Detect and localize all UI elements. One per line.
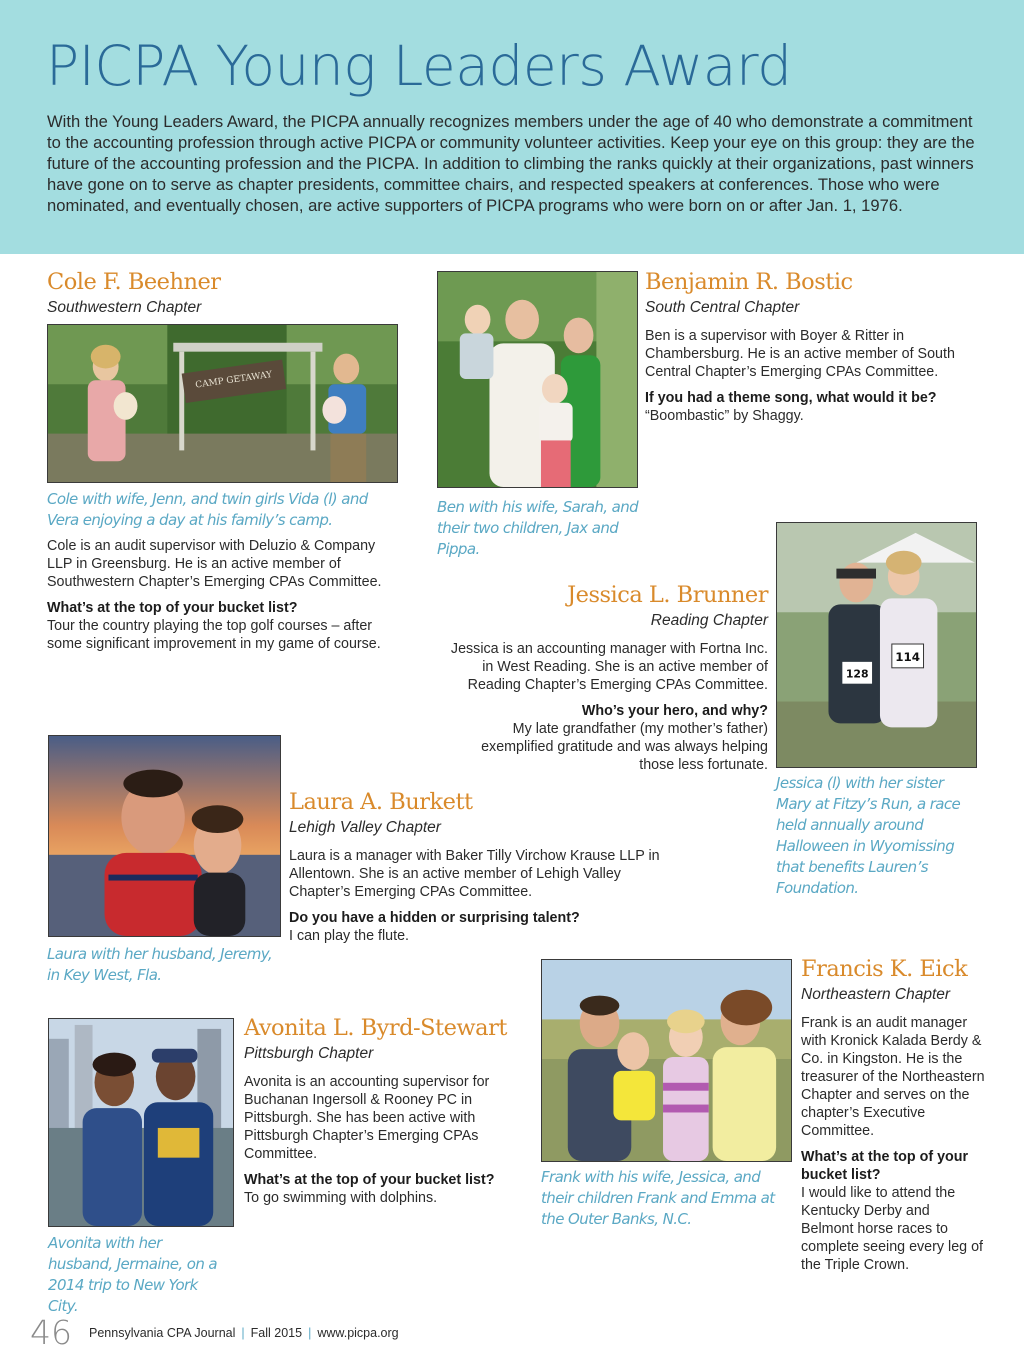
winner-jessica: [436, 581, 768, 774]
photo-cole-family: [47, 324, 398, 483]
website-link[interactable]: www.picpa.org: [317, 1326, 399, 1340]
publication-name: Pennsylvania CPA Journal: [89, 1326, 236, 1340]
photo-frank-family: [541, 959, 792, 1162]
winner-bio: Jessica is an accounting manager with Fortna Inc. in West Reading. She is an active member of Reading Chapter’s Emerging CPAs Committee.: [450, 641, 768, 693]
winner-avonita: [244, 1014, 534, 1207]
winner-question: What’s at the top of your bucket list?: [244, 1172, 495, 1188]
footer-separator: |: [241, 1326, 245, 1340]
winner-cole-header: [47, 268, 387, 318]
winner-chapter: Lehigh Valley Chapter: [289, 819, 441, 836]
race-bib-1: 128: [845, 667, 869, 681]
winner-chapter: Pittsburgh Chapter: [244, 1045, 374, 1062]
winner-question: Who’s your hero, and why?: [581, 703, 768, 719]
race-bib-2: 114: [895, 649, 921, 664]
winner-laura: [289, 788, 674, 945]
winner-bio: Frank is an audit manager with Kronick Kalada Berdy & Co. in Kingston. He is the treasurer of the Northeastern Chapter and serves on the chapter’s Executive Committee.: [801, 1015, 985, 1139]
footer-separator: |: [308, 1326, 312, 1340]
photo-jessica-race: [776, 522, 977, 768]
winner-chapter: Northeastern Chapter: [801, 986, 951, 1003]
footer-publication-line: [89, 1326, 399, 1340]
header-banner: [0, 0, 1024, 254]
caption-cole: Cole with wife, Jenn, and twin girls Vida (l) and Vera enjoying a day at his family’s camp.: [47, 490, 368, 529]
caption-jessica: Jessica (l) with her sister Mary at Fitzy’s Run, a race held annually around Halloween in Wyomissing that benefits Lauren’s Foundation.: [776, 774, 961, 897]
winner-question: If you had a theme song, what would it be?: [645, 390, 937, 406]
winner-answer: “Boombastic” by Shaggy.: [645, 408, 804, 424]
intro-paragraph: With the Young Leaders Award, the PICPA annually recognizes members under the age of 40 who demonstrate a commitment to the accounting profession through active PICPA or community volunteer activities. Keep your eye on this group: they are the future of the accounting profession and the PICPA. In addition to climbing the ranks quickly at their organizations, past winners have gone on to serve as chapter presidents, committee chairs, and respected speakers at conferences. Those who were nominated, and eventually chosen, are active supporters of PICPA programs who were born on or after Jan. 1, 1976.: [47, 112, 975, 215]
winner-francis: [801, 955, 986, 1274]
caption-frank: Frank with his wife, Jessica, and their children Frank and Emma at the Outer Banks, N.C.: [541, 1168, 775, 1228]
winner-name: Cole F. Beehner: [47, 269, 221, 295]
winner-chapter: Reading Chapter: [650, 612, 768, 629]
winner-answer: My late grandfather (my mother’s father) exemplified gratitude and was always helping those less fortunate.: [481, 721, 768, 773]
camp-sign-text: CAMP GETAWAY: [194, 370, 273, 391]
page-title: PICPA Young Leaders Award: [46, 34, 792, 98]
winner-question: Do you have a hidden or surprising talent?: [289, 910, 580, 926]
winner-name: Benjamin R. Bostic: [645, 269, 853, 295]
winner-bio: Avonita is an accounting supervisor for Buchanan Ingersoll & Rooney PC in Pittsburgh. She has been active with Pittsburgh Chapter’s Emerging CPAs Committee.: [244, 1074, 490, 1162]
caption-avonita: Avonita with her husband, Jermaine, on a 2014 trip to New York City.: [48, 1234, 218, 1315]
caption-ben: Ben with his wife, Sarah, and their two children, Jax and Pippa.: [437, 498, 639, 558]
winner-answer: I would like to attend the Kentucky Derby and Belmont horse races to complete seeing every leg of the Triple Crown.: [801, 1185, 983, 1273]
winner-chapter: Southwestern Chapter: [47, 299, 202, 316]
winner-question: What’s at the top of your bucket list?: [47, 600, 298, 616]
photo-ben-family: [437, 271, 638, 488]
winner-ben: [645, 268, 990, 425]
caption-laura: Laura with her husband, Jeremy, in Key West, Fla.: [47, 945, 273, 984]
winner-name: Avonita L. Byrd-Stewart: [244, 1015, 507, 1041]
winner-question: What’s at the top of your bucket list?: [801, 1149, 969, 1183]
winner-name: Jessica L. Brunner: [567, 582, 768, 608]
winner-name: Laura A. Burkett: [289, 789, 473, 815]
winner-bio: Ben is a supervisor with Boyer & Ritter in Chambersburg. He is an active member of South Central Chapter’s Emerging CPAs Committee.: [645, 328, 955, 380]
issue-date: Fall 2015: [250, 1326, 303, 1340]
photo-avonita-nyc: [48, 1018, 234, 1227]
page-number: 46: [30, 1313, 72, 1352]
winner-bio: Laura is a manager with Baker Tilly Virchow Krause LLP in Allentown. She is an active member of Lehigh Valley Chapter’s Emerging CPAs Committee.: [289, 848, 660, 900]
winner-name: Francis K. Eick: [801, 956, 968, 982]
winner-answer: To go swimming with dolphins.: [244, 1190, 438, 1206]
winner-answer: I can play the flute.: [289, 928, 410, 944]
winner-bio: Cole is an audit supervisor with Deluzio & Company LLP in Greensburg. He is an active member of Southwestern Chapter’s Emerging CPAs Committee.: [47, 538, 382, 590]
winner-answer: Tour the country playing the top golf courses – after some significant improvement in my game of course.: [47, 618, 381, 652]
winner-cole-body: [47, 537, 382, 653]
winner-chapter: South Central Chapter: [645, 299, 800, 316]
photo-laura-sunset: [48, 735, 281, 937]
